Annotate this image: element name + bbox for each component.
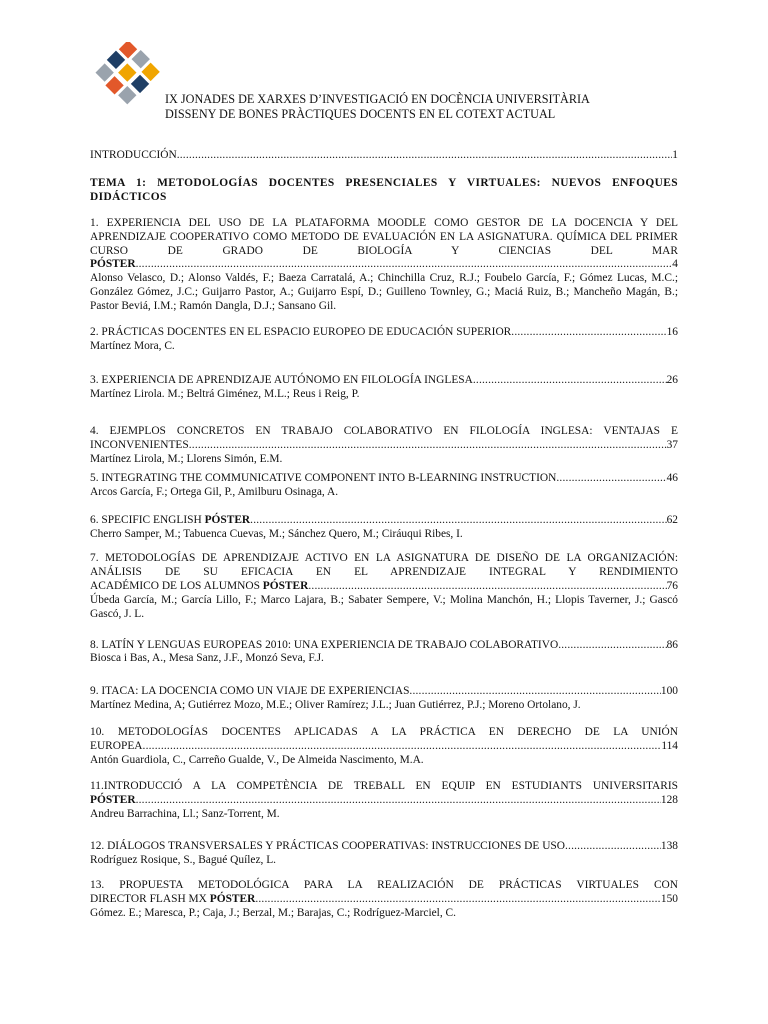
toc-entry-row xyxy=(90,840,678,854)
toc-entry-authors: Martínez Lirola. M.; Beltrá Giménez, M.L.; Reus i Reig, P. xyxy=(90,387,360,400)
toc-leader-dots xyxy=(177,149,673,163)
toc-leader-dots xyxy=(255,893,661,907)
toc-entry-row xyxy=(90,794,678,808)
toc-entry[interactable] xyxy=(90,217,678,314)
toc-entry-row xyxy=(90,639,678,653)
toc-entry-page: 86 xyxy=(666,638,678,651)
toc-intro-page: 1 xyxy=(672,149,678,161)
toc-entry-authors: Arcos García, F.; Ortega Gil, P., Amilburu Osinaga, A. xyxy=(90,486,339,499)
toc-entry-title-last: 6. SPECIFIC ENGLISH xyxy=(90,514,202,527)
toc-entry-page: 114 xyxy=(661,740,678,753)
toc-leader-dots xyxy=(250,514,666,528)
toc-entry-title: 4. EJEMPLOS CONCRETOS EN TRABAJO COLABORATIVO EN FILOLOGÍA INGLESA: VENTAJAS E xyxy=(90,424,678,437)
toc-entry-title-last: EUROPEA xyxy=(90,740,143,753)
toc-entry[interactable] xyxy=(90,472,678,500)
toc-entry-page: 16 xyxy=(666,326,678,339)
toc-entry-title: 7. METODOLOGÍAS DE APRENDIZAJE ACTIVO EN LA ASIGNATURA DE DISEÑO DE LA ORGANIZACIÓN: ANÁLISIS DE SU EFICACIA EN EL APRENDIZAJE INTEGRAL Y RENDIMIENTO xyxy=(90,552,678,578)
toc-entry-row xyxy=(90,326,678,340)
toc-entry-page: 138 xyxy=(660,839,678,852)
toc-entry-title-last: DIRECTOR FLASH MX xyxy=(90,893,207,906)
toc-entry-row xyxy=(90,374,678,388)
poster-tag: PÓSTER xyxy=(262,579,309,592)
toc-entry[interactable] xyxy=(90,879,678,921)
toc-entry-row xyxy=(90,258,678,272)
poster-tag: PÓSTER xyxy=(90,793,136,806)
toc-entry-title: 13. PROPUESTA METODOLÓGICA PARA LA REALIZACIÓN DE PRÁCTICAS VIRTUALES CON xyxy=(90,879,678,892)
poster-tag: PÓSTER xyxy=(209,893,256,906)
poster-tag: PÓSTER xyxy=(204,514,251,527)
toc-entry-authors: Martínez Medina, A; Gutiérrez Mozo, M.E.; Oliver Ramírez; J.L.; Juan Gutiérrez, P.J.; Moreno Ortolano, J. xyxy=(90,699,581,712)
toc-entry-authors: Biosca i Bas, A., Mesa Sanz, J.F., Monzó Seva, F.J. xyxy=(90,652,324,665)
toc-entry-title-last: 3. EXPERIENCIA DE APRENDIZAJE AUTÓNOMO EN FILOLOGÍA INGLESA xyxy=(90,373,473,386)
toc-intro-row[interactable] xyxy=(90,149,678,163)
toc-leader-dots xyxy=(308,580,666,594)
toc-entry-authors: Antón Guardiola, C., Carreño Gualde, V., De Almeida Nascimento, M.A. xyxy=(90,754,424,766)
toc-entry-row xyxy=(90,740,678,754)
toc-entry-label xyxy=(90,472,556,486)
toc-entry-row xyxy=(90,514,678,528)
toc-entry-title: 10. METODOLOGÍAS DOCENTES APLICADAS A LA PRÁCTICA EN DERECHO DE LA UNIÓN xyxy=(90,726,678,739)
toc-entry-title-last: 5. INTEGRATING THE COMMUNICATIVE COMPONENT INTO B-LEARNING INSTRUCTION xyxy=(90,472,557,485)
toc-entry[interactable] xyxy=(90,685,678,713)
toc-entry-page: 62 xyxy=(666,514,678,527)
header-line-2: DISSENY DE BONES PRÀCTIQUES DOCENTS EN EL COTEXT ACTUAL xyxy=(165,107,556,121)
toc-entry-authors: Andreu Barrachina, Ll.; Sanz-Torrent, M. xyxy=(90,807,280,820)
toc-entry-page: 150 xyxy=(660,893,678,906)
toc-entry-title-last: 9. ITACA: LA DOCENCIA COMO UN VIAJE DE EXPERIENCIAS xyxy=(90,685,410,698)
toc-entry[interactable] xyxy=(90,780,678,822)
toc-entry-label xyxy=(90,840,565,854)
toc-entry-row xyxy=(90,685,678,699)
logo-square xyxy=(132,50,150,68)
toc-entry-label xyxy=(90,639,558,653)
toc-entry-label xyxy=(90,514,250,528)
toc-entry-authors: Martínez Mora, C. xyxy=(90,339,175,352)
toc-leader-dots xyxy=(409,685,661,699)
logo-square xyxy=(118,86,136,104)
toc-entry-label xyxy=(90,580,308,594)
toc-entry[interactable] xyxy=(90,726,678,768)
toc-leader-dots xyxy=(558,639,666,653)
toc-entry-label xyxy=(90,794,136,808)
toc-entries xyxy=(90,217,678,921)
poster-tag: PÓSTER xyxy=(90,258,136,271)
toc-entry-title-last: 2. PRÁCTICAS DOCENTES EN EL ESPACIO EUROPEO DE EDUCACIÓN SUPERIOR xyxy=(90,326,512,339)
table-of-contents xyxy=(90,149,678,921)
logo-square xyxy=(131,75,149,93)
toc-entry-row xyxy=(90,472,678,486)
toc-entry-title-last: 12. DIÁLOGOS TRANSVERSALES Y PRÁCTICAS COOPERATIVAS: INSTRUCCIONES DE USO xyxy=(90,839,565,852)
toc-entry-title-last: INCONVENIENTES xyxy=(90,438,189,451)
logo-graphic xyxy=(90,42,166,106)
toc-entry-label xyxy=(90,374,473,388)
toc-entry-row xyxy=(90,439,678,453)
toc-entry-label xyxy=(90,740,143,754)
toc-theme-heading: TEMA 1: METODOLOGÍAS DOCENTES PRESENCIALES Y VIRTUALES: NUEVOS ENFOQUES DIDÁCTICOS xyxy=(90,176,678,203)
toc-entry-authors: Martínez Lirola, M.; Llorens Simón, E.M. xyxy=(90,452,283,465)
toc-entry-row xyxy=(90,580,678,594)
toc-entry[interactable] xyxy=(90,840,678,868)
logo-square xyxy=(105,76,123,94)
logo-square xyxy=(95,63,113,81)
toc-leader-dots xyxy=(136,258,673,272)
toc-entry-title: 1. EXPERIENCIA DEL USO DE LA PLATAFORMA MOODLE COMO GESTOR DE LA DOCENCIA Y DEL APRENDIZAJE COOPERATIVO COMO METODO DE EVALUACIÓN EN LA ASIGNATURA. QUÍMICA DEL PRIMER CURSO DE GRADO DE BIOLOGÍA Y CIENCIAS DEL MAR xyxy=(90,216,678,257)
toc-entry-authors: Úbeda García, M.; García Lillo, F.; Marco Lajara, B.; Sabater Sempere, V.; Molina Manchón, H.; Llopis Taverner, J.; Gascó Gascó, J. L. xyxy=(90,593,678,620)
toc-entry-page: 26 xyxy=(666,373,678,386)
header-line-1: IX JONADES DE XARXES D’INVESTIGACIÓ EN DOCÈNCIA UNIVERSITÀRIA xyxy=(165,92,590,106)
logo-square xyxy=(141,63,159,81)
toc-entry-label xyxy=(90,258,136,272)
toc-entry-label xyxy=(90,893,255,907)
toc-leader-dots xyxy=(511,326,666,340)
toc-entry-page: 76 xyxy=(666,579,678,592)
logo-square xyxy=(119,42,137,58)
toc-entry-title-last: 8. LATÍN Y LENGUAS EUROPEAS 2010: UNA EXPERIENCIA DE TRABAJO COLABORATIVO xyxy=(90,638,559,651)
toc-leader-dots xyxy=(565,840,661,854)
toc-entry-page: 128 xyxy=(660,793,678,806)
toc-entry-label xyxy=(90,439,189,453)
toc-entry-title: 11.INTRODUCCIÓ A LA COMPETÈNCIA DE TREBALL EN EQUIP EN ESTUDIANTS UNIVERSITARIS xyxy=(90,779,678,792)
toc-entry[interactable] xyxy=(90,552,678,622)
document-header xyxy=(165,92,590,122)
toc-leader-dots xyxy=(136,794,661,808)
toc-leader-dots xyxy=(473,374,667,388)
toc-entry-label xyxy=(90,326,511,340)
toc-leader-dots xyxy=(556,472,666,486)
toc-entry[interactable] xyxy=(90,639,678,667)
toc-leader-dots xyxy=(143,740,662,754)
toc-entry-row xyxy=(90,893,678,907)
toc-intro-label: INTRODUCCIÓN xyxy=(90,149,177,161)
toc-entry-page: 37 xyxy=(666,438,678,451)
toc-entry-authors: Gómez. E.; Maresca, P.; Caja, J.; Berzal, M.; Barajas, C.; Rodríguez-Marciel, C. xyxy=(90,907,456,920)
toc-entry-authors: Alonso Velasco, D.; Alonso Valdés, F.; Baeza Carratalá, A.; Chinchilla Cruz, R.J.; Foubelo García, F.; Gómez Lucas, M.C.; González Gómez, J.C.; Guijarro Pastor, A.; Guijarro Espí, D.; Guilleno Townley, G.; Maciá Ruiz, B.; Mancheño Magán, B.; Pastor Beviá, I.M.; Ramón Dangla, D.J.; Sansano Gil. xyxy=(90,272,678,313)
toc-entry-authors: Cherro Samper, M.; Tabuenca Cuevas, M.; Sánchez Quero, M.; Ciráuqui Ribes, I. xyxy=(90,528,463,541)
toc-entry[interactable] xyxy=(90,374,678,402)
toc-entry-page: 100 xyxy=(660,685,678,698)
toc-leader-dots xyxy=(189,439,667,453)
logo-square xyxy=(107,51,125,69)
toc-entry[interactable] xyxy=(90,326,678,354)
toc-entry-label xyxy=(90,685,409,699)
toc-entry-page: 46 xyxy=(666,472,678,485)
toc-entry-authors: Rodríguez Rosique, S., Bagué Quílez, L. xyxy=(90,853,277,866)
toc-entry[interactable] xyxy=(90,425,678,467)
logo-square xyxy=(118,63,136,81)
toc-entry-page: 4 xyxy=(672,258,678,271)
toc-entry-title-last: ACADÉMICO DE LOS ALUMNOS xyxy=(90,579,260,592)
toc-entry[interactable] xyxy=(90,514,678,542)
logo-mark xyxy=(90,42,166,106)
